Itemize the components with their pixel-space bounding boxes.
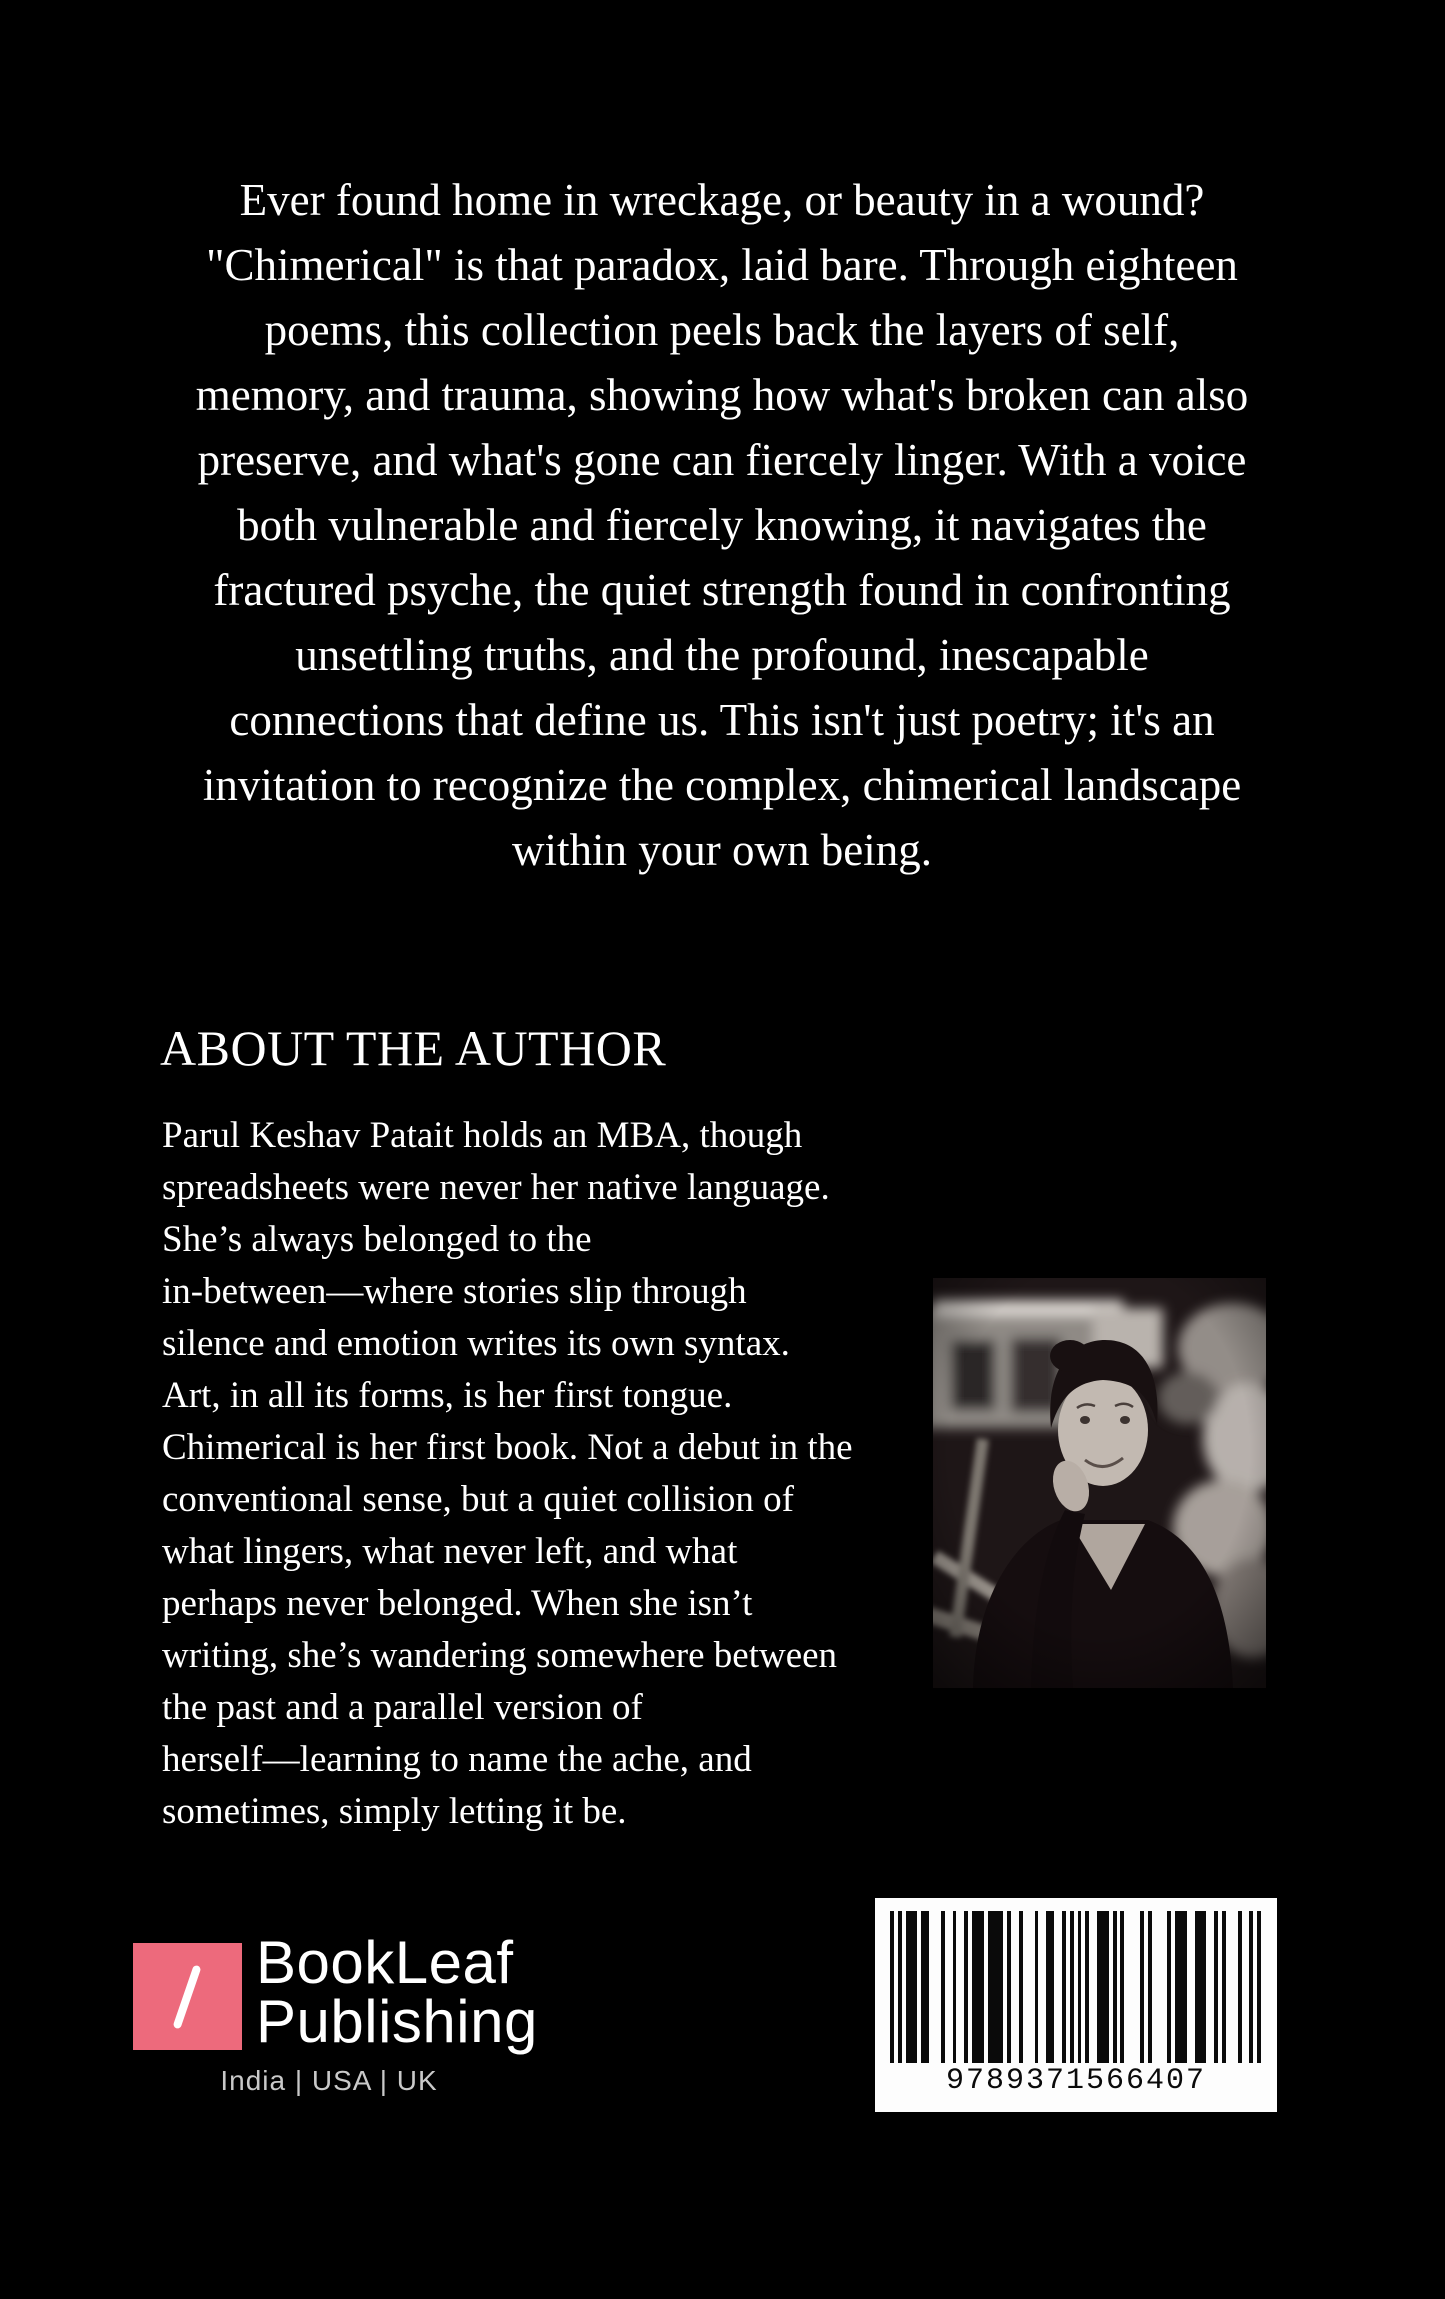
slash-icon bbox=[172, 1964, 201, 2029]
author-photo bbox=[933, 1278, 1266, 1688]
publisher-regions: India | USA | UK bbox=[220, 2065, 438, 2096]
book-synopsis: Ever found home in wreckage, or beauty in a wound? "Chimerical" is that paradox, laid bare. Through eighteen poems, this collection peels back the layers of self, memory, and trauma, showing how what's broken can also preserve, and what's gone can fiercely linger. With a voice both vulnerable and fiercely knowing, it navigates the fractured psyche, the quiet strength found in confronting unsettling truths, and the profound, inescapable connections that define us. This isn't just poetry; it's an invitation to recognize the complex, chimerical landscape within your own being. bbox=[195, 175, 1249, 875]
barcode-bars bbox=[890, 1911, 1262, 2063]
publisher-logo-mark bbox=[133, 1943, 242, 2050]
barcode bbox=[875, 1898, 1277, 2112]
publisher-name-line2: Publishing bbox=[256, 1988, 538, 2055]
publisher-name-line1: BookLeaf bbox=[256, 1929, 514, 1996]
about-the-author-heading: ABOUT THE AUTHOR bbox=[160, 1020, 667, 1076]
publisher-name bbox=[256, 1929, 538, 2055]
barcode-number: 9789371566407 bbox=[945, 2064, 1207, 2098]
author-bio: Parul Keshav Patait holds an MBA, though spreadsheets were never her native language. She’s always belonged to the in-between—where stories slip through silence and emotion writes its own syntax. Art, in all its forms, is her first tongue. Chimerical is her first book. Not a debut in the conventional sense, but a quiet collision of what lingers, what never left, and what perhaps never belonged. When she isn’t writing, she’s wandering somewhere between the past and a parallel version of herself—learning to name the ache, and sometimes, simply letting it be. bbox=[162, 1115, 853, 1832]
